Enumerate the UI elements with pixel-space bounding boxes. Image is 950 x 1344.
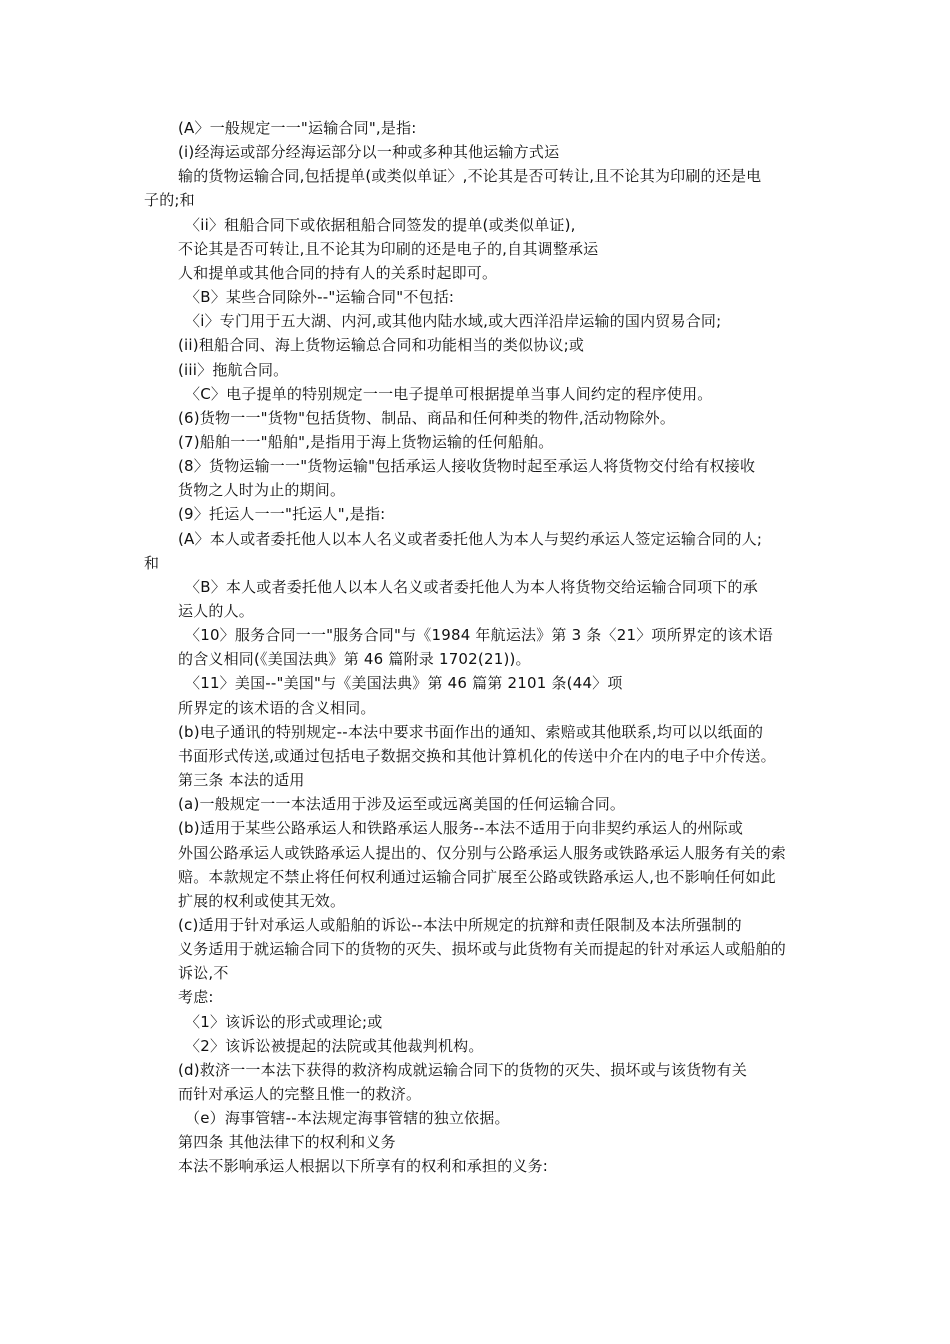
text-line: 考虑: (178, 988, 214, 1007)
text-line: 书面形式传送,或通过包括电子数据交换和其他计算机化的传送中介在内的电子中介传送。 (178, 746, 776, 765)
text-line: (6)货物一一"货物"包括货物、制品、商品和任何种类的物件,活动物除外。 (178, 408, 676, 427)
text-line: 诉讼,不 (178, 964, 229, 983)
text-line: 输的货物运输合同,包括提单(或类似单证〉,不论其是否可转让,且不论其为印刷的还是电 (178, 167, 762, 186)
text-line: 而针对承运人的完整且惟一的救济。 (178, 1085, 422, 1103)
text-line: (iii〉拖航合同。 (178, 360, 289, 379)
text-line: 第三条 本法的适用 (178, 771, 305, 790)
text-line: 人和提单或其他合同的持有人的关系时起即可。 (178, 263, 498, 282)
text-line: (7)船舶一一"船舶",是指用于海上货物运输的任何船舶。 (178, 432, 554, 451)
text-line: 〈10〉服务合同一一"服务合同"与《1984 年航运法》第 3 条〈21〉项所界定的该术语 (185, 626, 773, 645)
text-line: 赔。本款规定不禁止将任何权利通过运输合同扩展至公路或铁路承运人,也不影响任何如此 (178, 867, 776, 886)
text-line: (c)适用于针对承运人或船舶的诉讼--本法中所规定的抗辩和责任限制及本法所强制的 (178, 915, 742, 934)
text-line: 的含义相同(《美国法典》第 46 篇附录 1702(21))。 (178, 650, 531, 669)
text-line: 运人的人。 (178, 602, 255, 620)
text-line: 〈B〉某些合同除外--"运输合同"不包括: (185, 288, 455, 307)
text-line: （e）海事管辖--本法规定海事管辖的独立依据。 (185, 1109, 510, 1128)
text-line: 和 (144, 553, 160, 572)
text-line: 货物之人时为止的期间。 (178, 481, 346, 500)
text-line: (A〉一般规定一一"运输合同",是指: (178, 119, 417, 137)
text-line: 义务适用于就运输合同下的货物的灭失、损坏或与此货物有关而提起的针对承运人或船舶的 (178, 940, 787, 959)
text-line: (b)适用于某些公路承运人和铁路承运人服务--本法不适用于向非契约承运人的州际或 (178, 819, 744, 838)
text-line: 外国公路承运人或铁路承运人提出的、仅分别与公路承运人服务或铁路承运人服务有关的索 (178, 843, 787, 862)
text-line: 〈11〉美国--"美国"与《美国法典》第 46 篇第 2101 条(44〉项 (185, 674, 623, 693)
text-line: (d)救济一一本法下获得的救济构成就运输合同下的货物的灭失、损坏或与该货物有关 (178, 1060, 748, 1079)
text-line: (A〉本人或者委托他人以本人名义或者委托他人为本人与契约承运人签定运输合同的人; (178, 529, 763, 548)
text-line: (b)电子通讯的特别规定--本法中要求书面作出的通知、索赔或其他联系,均可以以纸面的 (178, 722, 764, 741)
text-line: 〈ii〉租船合同下或依据租船合同签发的提单(或类似单证), (185, 215, 576, 234)
text-line: 不论其是否可转让,且不论其为印刷的还是电子的,自其调整承运 (178, 239, 599, 258)
text-line: 〈1〉该诉讼的形式或理论;或 (185, 1012, 383, 1031)
text-line: 〈C〉电子提单的特别规定一一电子提单可根据提单当事人间约定的程序使用。 (185, 384, 713, 403)
text-line: 所界定的该术语的含义相同。 (178, 698, 376, 717)
text-line: 本法不影响承运人根据以下所享有的权利和承担的义务: (178, 1157, 549, 1176)
text-line: 第四条 其他法律下的权利和义务 (178, 1133, 396, 1152)
text-line: 〈B〉本人或者委托他人以本人名义或者委托他人为本人将货物交给运输合同项下的承 (185, 577, 758, 596)
text-line: (8〉货物运输一一"货物运输"包括承运人接收货物时起至承运人将货物交付给有权接收 (178, 457, 756, 476)
text-line: (i)经海运或部分经海运部分以一种或多种其他运输方式运 (178, 143, 560, 162)
text-line: (9〉托运人一一"托运人",是指: (178, 505, 386, 524)
text-line: 〈2〉该诉讼被提起的法院或其他裁判机构。 (185, 1036, 484, 1055)
text-line: (a)一般规定一一本法适用于涉及运至或远离美国的任何运输合同。 (178, 795, 626, 814)
text-line: 〈i〉专门用于五大湖、内河,或其他内陆水域,或大西洋沿岸运输的国内贸易合同; (185, 312, 722, 331)
text-line: 扩展的权利或使其无效。 (178, 891, 346, 910)
text-line: (ii)租船合同、海上货物运输总合同和功能相当的类似协议;或 (178, 336, 585, 355)
text-line: 子的;和 (144, 191, 195, 210)
